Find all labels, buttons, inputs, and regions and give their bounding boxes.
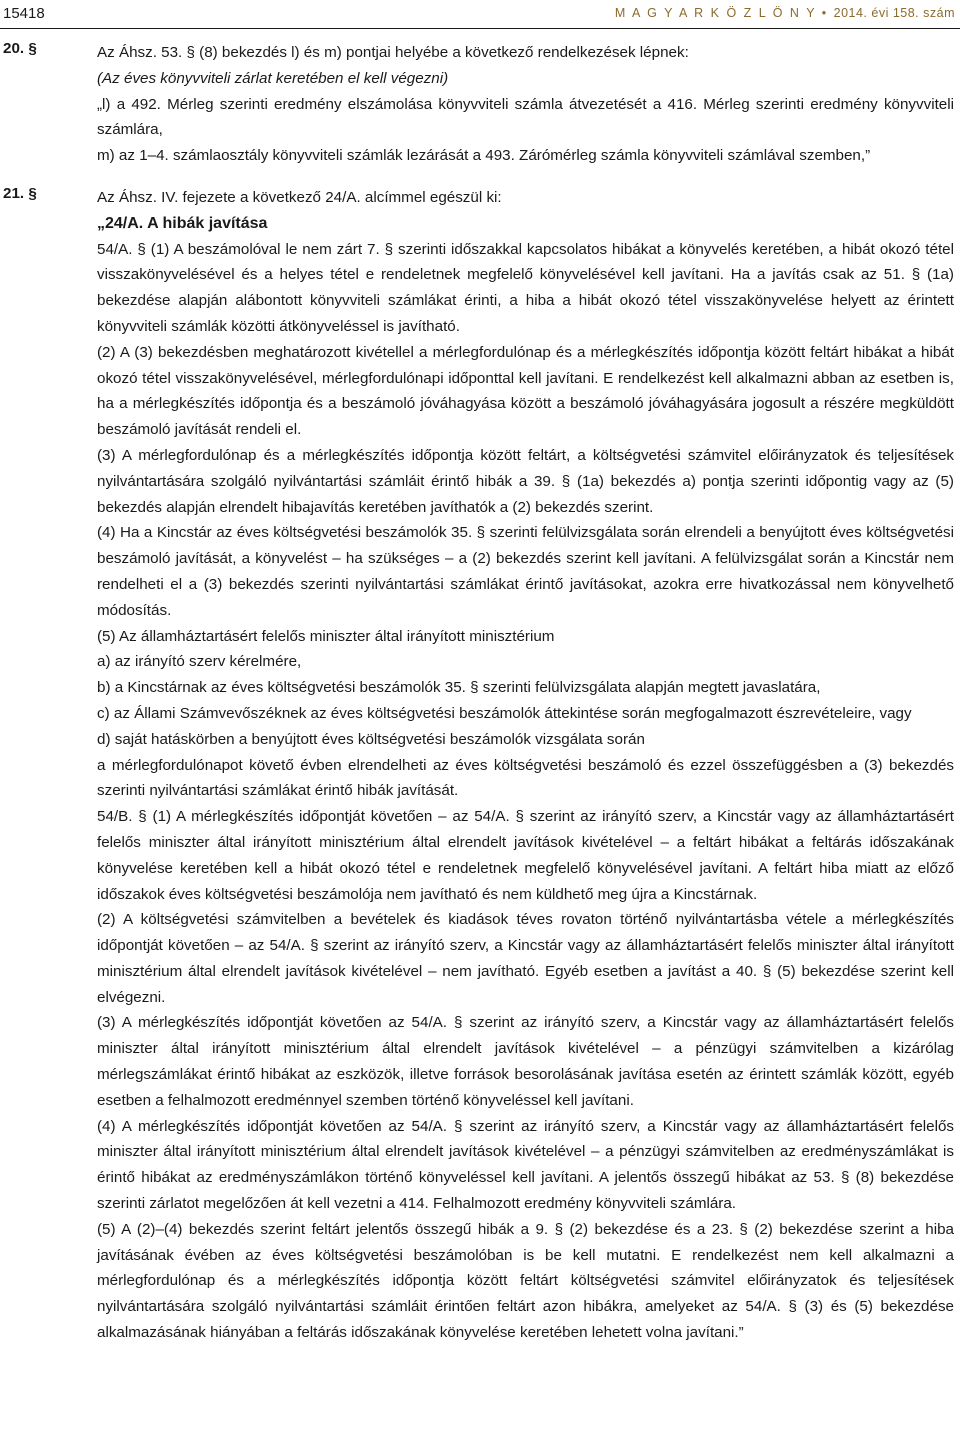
list-item: b) a Kincstárnak az éves költségvetési beszámolók 35. § szerinti felülvizsgálata alapján megtett javaslatára, (97, 679, 821, 697)
paragraph: 54/A. § (1) A beszámolóval le nem zárt 7. § szerinti időszakkal kapcsolatos hibákat a könyvelés keretében, a hibát okozó tétel visszakönyvelésével és a helyes tétel e rendeletnek megfelelő könyvelésével kell javítani. Ha a javítás csak az 51. § (1a) bekezdése alapján alábontott könyvviteli számlákat érinti, a hiba a hibát okozó tétel visszakönyvelése helyett az érintett könyvviteli számlák közötti átkönyveléssel is javítható. (97, 240, 954, 335)
paragraph: a mérlegfordulónapot követő évben elrendelheti az éves költségvetési beszámoló és ezzel összefüggésben a (3) bekezdés szerinti nyilvántartási számlákat érintő hibák javítását. (97, 756, 954, 800)
section-20 (0, 40, 960, 169)
paragraph: m) az 1–4. számlaosztály könyvviteli számlák lezárását a 493. Zárómérleg számla könyvviteli számlával szemben,” (97, 147, 871, 165)
spacer (0, 169, 960, 185)
list-item: d) saját hatáskörben a benyújtott éves költségvetési beszámolók vizsgálata során (97, 730, 645, 748)
running-head (615, 6, 955, 20)
paragraph: „l) a 492. Mérleg szerinti eredmény elszámolása könyvviteli számla átvezetését a 416. Mérleg szerinti eredmény könyvviteli számlára, (97, 95, 954, 139)
paragraph: (5) Az államháztartásért felelős miniszter által irányított minisztérium (97, 627, 555, 645)
issue-info: 2014. évi 158. szám (833, 6, 955, 20)
paragraph: 54/B. § (1) A mérlegkészítés időpontját követően – az 54/A. § szerint az irányító szerv, a Kincstár vagy az államháztartásért felelős miniszter által irányított minisztérium által elrendelt javítások kivételével – a feltárt hibákat a feltárás időszakának könyvelése keretében kell a hibát okozó tétel e rendeletnek megfelelő könyvelésével javítani. A feltárt hiba miatt az előző időszakok éves költségvetési beszámolója nem javítható és nem küldhető meg újra a Kincstárnak. (97, 808, 954, 903)
list-item: a) az irányító szerv kérelmére, (97, 653, 302, 671)
section-intro: Az Áhsz. IV. fejezete a következő 24/A. alcímmel egészül ki: (97, 188, 502, 206)
publication-name: M A G Y A R K Ö Z L Ö N Y • (614, 6, 834, 20)
section-number: 21. § (3, 184, 37, 202)
section-intro: Az Áhsz. 53. § (8) bekezdés l) és m) pontjai helyébe a következő rendelkezések lépnek: (97, 44, 689, 61)
subtitle-heading: „24/A. A hibák javítása (97, 214, 268, 232)
paragraph: (3) A mérlegfordulónap és a mérlegkészítés időpontja között feltárt, a költségvetési számvitel előirányzatok és teljesítések nyilvántartására szolgáló nyilvántartási számláit érintő hibák a 39. § (1a) bekezdés a) pontja szerinti időpontig vagy az (5) bekezdés alapján elrendelt hibajavítás keretében javíthatók a (2) bekezdés szerint. (97, 446, 954, 516)
paragraph: (2) A költségvetési számvitelben a bevételek és kiadások téves rovaton történő nyilvántartásba vétele a mérlegkészítés időpontját követően – az 54/A. § szerint az irányító szerv, a Kincstár vagy az államháztartásért felelős miniszter által irányított minisztérium által elrendelt javítások kivételével – nem javítható. Egyéb esetben a javítást a 40. § (5) bekezdése szerint kell elvégezni. (97, 911, 954, 1006)
page-header (0, 0, 960, 29)
paragraph: (4) Ha a Kincstár az éves költségvetési beszámolók 35. § szerinti felülvizsgálata során elrendeli a benyújtott éves költségvetési beszámoló javítását, a könyvelést – ha szükséges – a (2) bekezdés szerint kell javítani. A felülvizsgálat során a Kincstár nem rendelheti el a (3) bekezdés szerinti nyilvántartási számlákat érintő javításokat, azokra erre hivatkozással nem könyvelhető módosítás. (97, 524, 954, 619)
section-21 (0, 185, 960, 1346)
section-number: 20. § (3, 40, 37, 57)
list-item: c) az Állami Számvevőszéknek az éves költségvetési beszámolók áttekintése során megfogalmazott észrevételeire, vagy (97, 704, 912, 722)
paragraph: (5) A (2)–(4) bekezdés szerint feltárt jelentős összegű hibák a 9. § (2) bekezdése és a 23. § (2) bekezdése szerint a hiba javításának évében az éves költségvetési beszámolóban is be kell mutatni. E rendelkezést nem kell alkalmazni a mérlegfordulónap és a mérlegkészítés időpontja között feltárt költségvetési számvitel előirányzatok és teljesítések nyilvántartására szolgáló nyilvántartási számláit érintően feltárt azon hibákra, amelyeket az 54/A. § (3) és (5) bekezdése alkalmazásának hiányában a feltárás időszakának könyvelése keretében lehetett volna javítani.” (97, 1220, 954, 1342)
page-number: 15418 (3, 5, 45, 22)
italic-subheading: (Az éves könyvviteli zárlat keretében el kell végezni) (97, 69, 449, 87)
document-body (0, 40, 960, 1346)
paragraph: (2) A (3) bekezdésben meghatározott kivétellel a mérlegfordulónap és a mérlegkészítés időpontja között feltárt hibákat a hibát okozó tétel visszakönyvelésével, mérlegfordulónapi időponttal kell javítani. E rendelkezést kell alkalmazni abban az esetben is, ha a mérlegkészítés időpontja és a beszámoló jóváhagyása között a beszámoló jóváhagyására jogosult a részére megküldött beszámoló javítását rendeli el. (97, 343, 954, 439)
paragraph: (3) A mérlegkészítés időpontját követően az 54/A. § szerint az irányító szerv, a Kincstár vagy az államháztartásért felelős miniszter által irányított minisztérium által elrendelt javítások kivételével – a pénzügyi számvitelben a kizárólag mérlegszámlákat érintő hibákat az eszközök, illetve források besorolásának javítása esetén az érintett számlák között, egyéb esetben a felhalmozott eredménnyel szemben történő könyveléssel kell javítani. (97, 1014, 954, 1109)
paragraph: (4) A mérlegkészítés időpontját követően az 54/A. § szerint az irányító szerv, a Kincstár vagy az államháztartásért felelős miniszter által irányított minisztérium által elrendelt javítások kivételével – a pénzügyi számvitelben az eredményszámlákat is érintő hibákat az eredményszámlákon történő könyveléssel kell javítani. A jelentős összegű hibákat az 53. § (8) bekezdése szerinti zárlatot megelőzően át kell vezetni a 414. Felhalmozott eredmény könyvviteli számlára. (97, 1117, 954, 1213)
